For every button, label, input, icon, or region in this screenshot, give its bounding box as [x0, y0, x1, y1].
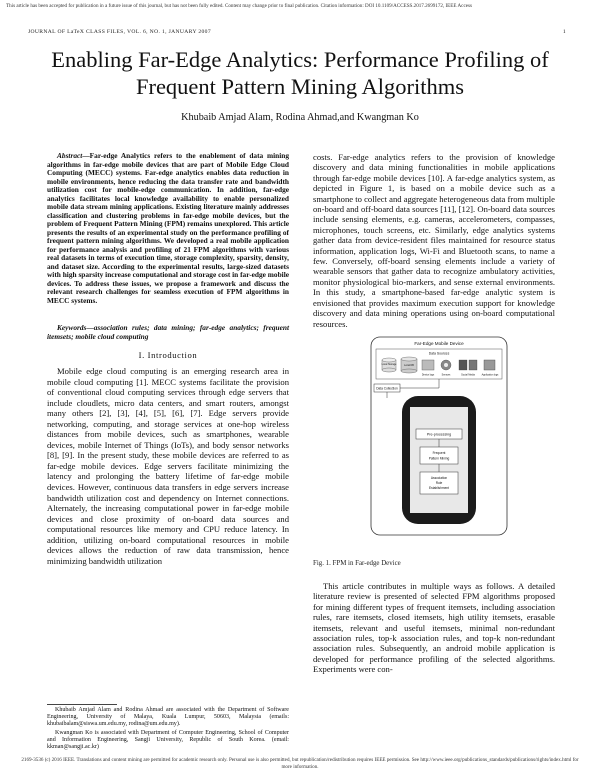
- application-logs-icon: [484, 360, 495, 370]
- source-label-device-logs: Device logs: [421, 373, 435, 377]
- fpm-box: [420, 447, 458, 464]
- running-head: [28, 29, 566, 35]
- journal-info: JOURNAL OF LaTeX CLASS FILES, VOL. 6, NO. 1, JANUARY 2007: [28, 29, 211, 35]
- assoc-label-line1: Association: [430, 476, 448, 480]
- source-label-local-db: Local DB: [404, 364, 414, 367]
- footnote-affiliation-2: Kwangman Ko is associated with Department of Computer Engineering, School of Computer and Information Engineering, Sangji University, Republic of South Korea. (email: kkman@sangji.ac.kr): [47, 730, 289, 751]
- body-paragraph-right-top: costs. Far-edge analytics refers to the provision of knowledge discovery and data mining functionalities in mobile applications through far-edge mobile devices [10]. A far-edge analytics system, as depicted in Figure 1, is based on a mobile device such as a smartphone to collect and aggregate heterogeneous data from multiple on-board and off-board data sources [11], [12]. On-board data sources include sensing elements, e.g. cameras, accelerometers, compasses, microphones, touch screens, etc. Similarly, edge analytics systems gather data from device-resident files maintained for resource status information, application logs, Wi-Fi and Bluetooth scans, to name a few. Conversely, off-board sensing elements include a variety of wearable sensors that gather data to recognize ambulatory activities, monitor physiological bio-markers, and sense external environments. In this study, a smartphone-based far-edge analytic system is envisioned that provides maximum execution support for knowledge discovery and data mining operations using on-board computational resources.: [313, 152, 555, 329]
- assoc-label-line2: Rule: [435, 481, 443, 485]
- abstract-label: Abstract: [57, 151, 83, 160]
- figure-1: [370, 336, 508, 536]
- paper-title: Enabling Far-Edge Analytics: Performance Profiling of Frequent Pattern Mining Algorithms: [51, 47, 549, 99]
- page-number: 1: [562, 29, 566, 35]
- far-edge-device-diagram: [370, 336, 508, 536]
- device-title: Far-Edge Mobile Device: [414, 341, 464, 346]
- author-list: Khubaib Amjad Alam, Rodina Ahmad,and Kwangman Ko: [181, 112, 419, 123]
- abstract-body: —Far-edge Analytics refers to the enablement of data mining algorithms in far-edge mobile devices that are part of Mobile Edge Cloud Computing (MECC) systems. Far-edge analytics enables data reduction in mobile environments, hence reducing the data transfer rate and bandwidth utilization cost for mobile-edge communication. In addition, far-edge analytics facilitates local knowledge availability to enable personalized mobile data stream mining applications. Existing literature mainly addresses classification and clustering problems in far-edge mobile devices, but the problem of Frequent Pattern Mining (FPM) remains unexplored. This article presents the results of an experimental study on the performance profiling of frequent pattern mining algorithms. We developed a real mobile application for performance analysis and profiling of 21 FPM algorithms with various real datasets in terms of execution time, storage complexity, sparsity, density, and dataset size. According to the experimental results, large-sized datasets with high sparsity increase computational and storage cost in far-edge mobile devices. To address these issues, we propose a framework and discuss the relevant research challenges for seamless execution of FPM algorithms in MECC systems.: [47, 151, 289, 305]
- publication-banner: This article has been accepted for publication in a future issue of this journal, but has not been fully edited. Content may change prior to final publication. Citation information: DOI 10.1109/ACCESS.2017.2699172, IEEE Access: [6, 3, 472, 9]
- body-paragraph-right-bottom: This article contributes in multiple ways as follows. A detailed literature review is presented of selected FPM algorithms proposed for mining different types of frequent itemsets, including association rules, rare itemsets, closed itemsets, high utility itemsets, erasable itemsets, relevant and useful itemsets, minimal non-redundant association rules, top-k association rules, and top-k non-redundant association rules. Subsequently, an android mobile application is developed for performance profiling of the selected algorithms. Experiments were con-: [313, 581, 555, 675]
- source-label-sensors: Sensors: [441, 373, 451, 377]
- footnote-divider: [47, 704, 117, 705]
- data-sources-label: Data Sources: [428, 351, 450, 356]
- source-label-application-logs: Application logs: [481, 373, 499, 377]
- fpm-label-line2: Pattern Mining: [428, 456, 450, 461]
- intro-paragraph: Mobile edge cloud computing is an emerging research area in mobile cloud computing [1]. MECC systems facilitate the provision of conventional cloud computing services through edge servers that include cloudlets, micro data centers, and smart routers, amongst many others [2], [3], [4], [5], [6], [7]. Edge servers provide networking, computing, and storage services at one-hop wireless distances from mobile devices, such as smartphones, wearable devices, mobile Internet of Things (IoTs), and body sensor networks [8], [9]. In the present study, these mobile devices are referred to as far-edge mobile devices. Edge servers facilitate minimizing the latency and prolonging the battery lifetime of far-edge mobile devices. However, continuous data transfers in edge servers increase bandwidth utilization cost and dependency on Internet connections. Alternately, the increasing computational power in far-edge mobile devices and close proximity of on-board data sources and computational resources like memory and CPU reduce latency. In addition, utilizing on-board computational resources in mobile devices allows the reduction of raw data transmission, hence minimizing bandwidth utilization: [47, 366, 289, 566]
- source-label-social-media: Social Media: [461, 373, 475, 377]
- keywords: Keywords—association rules; data mining; far-edge analytics; frequent itemsets; mobile cloud computing: [47, 323, 289, 341]
- data-collection-label: Data Collection: [376, 386, 398, 391]
- device-logs-icon: [422, 360, 434, 370]
- pre-processing-label: Pre-processing: [426, 432, 452, 437]
- footnote-affiliation-1: Khubaib Amjad Alam and Rodina Ahmad are associated with the Department of Software Engineering, University of Malaya, Kuala Lumpur, 50603, Malaysia (emails: khubaibalam@siswa.um.edu.my, rodina@um.edu.my).: [47, 707, 289, 728]
- sensors-icon: [441, 360, 451, 370]
- abstract: [47, 152, 289, 305]
- figure-caption: Fig. 1. FPM in Far-edge Device: [313, 560, 401, 567]
- fpm-label-line1: Frequent: [432, 451, 446, 455]
- assoc-label-line3: Establishment: [428, 486, 450, 490]
- source-label-local-storage: Local Storage: [381, 363, 397, 366]
- section-heading: I. Introduction: [138, 350, 198, 360]
- copyright-footer: 2169-3536 (c) 2016 IEEE. Translations and content mining are permitted for academic research only. Personal use is also permitted, but republication/redistribution requires IEEE permission. See http://www.ieee.org/publications_standards/publications/rights/index.html for more information.: [21, 757, 579, 770]
